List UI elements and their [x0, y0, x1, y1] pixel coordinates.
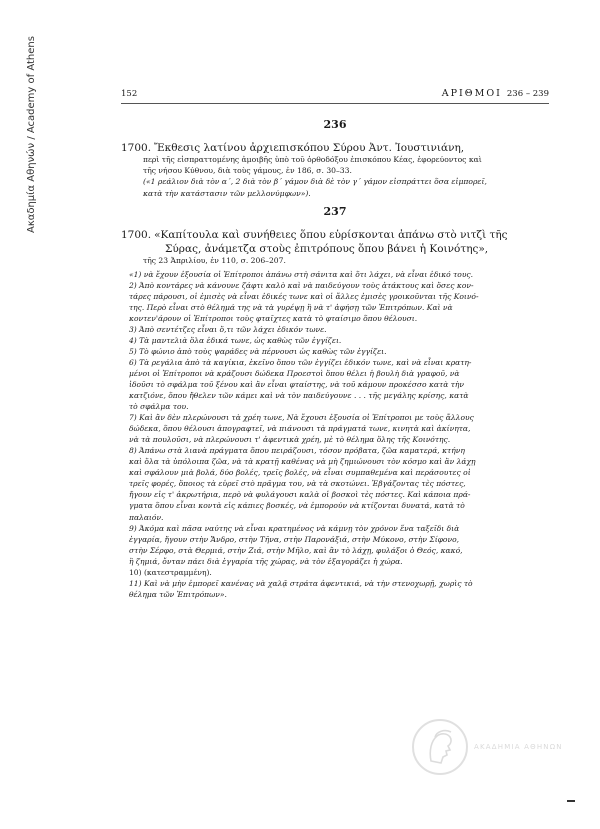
entry-source-line: τῆς 23 Ἀπριλίου, ἐν 110, σ. 206–207.: [143, 256, 286, 265]
entry-quote-line: κατὰ τὴν κατάστασιν τῶν μελλονύμφων»).: [143, 188, 311, 198]
article-line: δώδεκα, ὅπου θέλουσι ἀπογραφτεῖ, νὰ πιάνουσι τὰ πράγματά τωνε, κινητὰ καὶ ἀκίνητα,: [129, 424, 471, 434]
entry-source-line: περὶ τῆς εἰσπραττομένης ἀμοιβῆς ὑπὸ τοῦ ὀρθοδόξου ἐπισκόπου Κέας, ἐφορεύοντος καὶ: [143, 155, 482, 164]
entry-title-line: «Καπίτουλα καὶ συνήθειες ὅπου εὑρίσκονται ἀπάνω στὸ νιτζὶ τῆς: [154, 229, 508, 241]
page-edge-mark: [567, 800, 575, 802]
article-line: τάρες πάρουσι, οἱ ἐμισὲς νὰ εἶναι ἐδικές τωνε καὶ οἱ ἄλλες ἐμισὲς γροικοῦνται τῆς Κοινό-: [129, 291, 479, 301]
article-line: νὰ τὰ πουλοῦσι, νὰ πλερώνουσι τ' ἀφεντικὰ χρέη, μὲ τὸ θέλημα ὅλης τῆς Κοινότης.: [129, 435, 451, 445]
entry-year: 1700.: [121, 229, 152, 241]
article-line: 5) Τὸ φώνιο ἀπὸ τοὺς ψαράδες νὰ πέρνουσι ὡς καθὼς τῶν ἐγγίζει.: [129, 346, 387, 356]
entry-quote-line: («1 ρεάλιον διὰ τὸν α΄, 2 διὰ τὸν β΄ γάμον διὰ δὲ τὸν γ΄ γάμον εἰσπράττει ὅσα εἰμπορεῖ,: [143, 177, 487, 186]
entry-number: 236: [323, 118, 347, 131]
article-line: 8) Ἀπάνω στὰ λιανὰ πράγματα ὅπου πειράζουσι, τόσον πρόβατα, ζῶα καματερά, κτήνη: [129, 446, 465, 456]
page-number: 152: [121, 89, 138, 99]
article-line: ἤγουν εἰς τ' ἀκρωτήρια, περὸ νὰ φυλάγουσι καλὰ οἱ βοσκοὶ τὲς πόστες. Καὶ κάποια πρά-: [129, 490, 471, 500]
article-line: παλαιόν.: [129, 512, 164, 522]
article-line: μένοι οἱ Ἐπίτροποι νὰ κράζουσι δώδεκα Προεστοὶ ὅπου θέλει ἡ βουλὴ διὰ γραφοῦ, νὰ: [129, 368, 460, 378]
article-line: στὴν Σέρφο, στὰ Θερμιά, στὴν Ζιά, στὴν Μῆλο, καὶ ἂν τὸ λάχῃ, φυλάξοι ὁ Θεός, κακό,: [129, 545, 463, 555]
section-title: [442, 88, 549, 99]
running-header: [121, 88, 549, 103]
entry-source-line: τῆς νήσου Κύθνου, διὰ τοὺς γάμους, ἐν 186, σ. 30–33.: [143, 165, 352, 175]
watermark-text: ΑΚΑΔΗΜΙΑ ΑΘΗΝΩΝ: [474, 743, 563, 751]
article-line: 3) Ἀπὸ σεντέτζες εἶναι ὅ,τι τῶν λάχει ἐδικόν τωνε.: [129, 324, 327, 334]
article-line: κοντεν'άρουν οἱ Ἐπίτροποι τοὺς φταῖχτες κατὰ τὸ φταίσιμο ὅπου θέλουσι.: [129, 313, 418, 323]
article-line: 4) Τὰ μαντελιὰ ὅλα ἐδικά τωνε, ὡς καθὼς τῶν ἐγγίζει.: [129, 335, 342, 345]
academy-watermark: [412, 712, 572, 782]
article-line: καὶ σφάλουν μιὰ βολά, δύο βολές, τρεῖς βολές, νὰ εἶναι συμπαθεμένα καὶ περάσουτες οἱ: [129, 468, 471, 478]
entry-title-line: Σύρας, ἀνάμετζα στοὺς ἐπιτρόπους ὅπου βάνει ἡ Κοινότης»,: [165, 243, 489, 255]
article-line: ἰδοῦσι τὸ σφάλμα τοῦ ξένου καὶ ἂν εἶναι φταίστης, νὰ τοῦ κάμουν προκέσσο κατὰ τὴν: [129, 379, 464, 389]
entry-range: 236 – 239: [506, 89, 549, 99]
document-page: [121, 88, 549, 600]
entry-title: [121, 228, 549, 256]
article-line: 9) Ἀκόμα καὶ πᾶσα ναύτης νὰ εἶναι κρατημένος νὰ κάμνῃ τὸν χρόνον ἕνα ταξεῖδι διὰ: [129, 523, 460, 533]
article-line: γματα ὅπου εἶναι κοντὰ εἰς κάπιες βοσκές, νὰ ἐμπορούν νὰ κτίζονται δυνατά, κατὰ τὸ: [129, 501, 465, 511]
entry-title-line: Ἔκθεσις λατίνου ἀρχιεπισκόπου Σύρου Ἀντ. Ἰουστινιάνη,: [154, 142, 465, 154]
article-line: 2) Ἀπὸ κοντάρες νὰ κάνουνε ζάφτι καλὸ καὶ νὰ παιδεύγουν τοὺς ἀτάκτους καὶ ὅσες κον-: [129, 280, 474, 290]
article-line: τρεῖς φορές, ὅποιος τὰ εὑρεῖ στὸ πρᾶγμα του, νὰ τὰ σκοτώνει. Ἐβγάζοντας τὲς πόστες,: [129, 479, 466, 489]
article-line: «1) νὰ ἔχουν ἐξουσία οἱ Ἐπίτροποι ἀπάνω στὴ σάνιτα καὶ ὅτι λάχει, νὰ εἶναι ἐδικό τους.: [129, 269, 474, 279]
article-line: τὸ σφάλμα του.: [129, 402, 189, 412]
article-line: 7) Καὶ ἂν δὲν πλερώνουσι τὰ χρέη τωνε, Νὰ ἔχουσι ἐξουσία οἱ Ἐπίτροποι με τοὺς ἄλλους: [129, 413, 474, 423]
article-line: ἐγγαρία, ἤγουν στὴν Ἄνδρο, στὴν Τῆνα, στὴν Παρονάξιά, στὴν Μύκονο, στὴν Σίφονο,: [129, 534, 460, 544]
article-line: ἢ ζημιά, ὄνταν πάει διὰ ἐγγαρία τῆς χώρας, νὰ τὸν ἐξαγοράζει ἡ χώρα.: [129, 556, 403, 566]
entry-number: 237: [323, 205, 347, 218]
article-line: καὶ ὅλα τὰ ὑπόλοιπα ζῶα, νὰ τὰ κρατῇ καθένας νὰ μὴ ζημιώνουσι τὸν κόσμο καὶ ἂν λάχῃ: [129, 457, 476, 467]
entries-container: [121, 118, 549, 600]
section-title-text: ΑΡΙΘΜΟΙ: [441, 88, 502, 99]
athena-head-icon: [412, 719, 468, 775]
article-line: θέλημα τῶν Ἐπιτρόπων».: [129, 589, 227, 599]
article-line: κατζιόνε, ὅπου ἤθελεν τῶν κάμει καὶ νὰ τὸν παιδεύγουνε . . . τῆς μεγάλης κρίσης, κατὰ: [129, 391, 469, 401]
article-line: 10) (κατεστραμμένη).: [129, 567, 212, 577]
entry-title: [121, 141, 549, 155]
header-rule: [121, 103, 549, 104]
article-line: 6) Τὰ ρεγάλια ἀπὸ τὰ καγίκια, ἐκεῖνο ὅπου τῶν ἐγγίζει ἐδικόν τωνε, καὶ νὰ εἶναι κρατη-: [129, 357, 472, 367]
archive-side-label: Ακαδημία Αθηνών / Academy of Athens: [26, 36, 37, 233]
articles-list: [121, 269, 549, 600]
entry-year: 1700.: [121, 142, 152, 154]
article-line: της. Περὸ εἶναι στὸ θέλημά της νὰ τὰ γυρέψῃ ἢ νὰ τ' ἀφήσῃ τῶν Ἐπιτρόπων. Καὶ νὰ: [129, 302, 453, 312]
article-line: 11) Καὶ νὰ μὴν ἐμπορεῖ κανένας νὰ χαλᾷ στράτα ἀφεντικιά, νὰ τὴν στενοχωρῇ, χωρὶς τὸ: [129, 578, 473, 588]
